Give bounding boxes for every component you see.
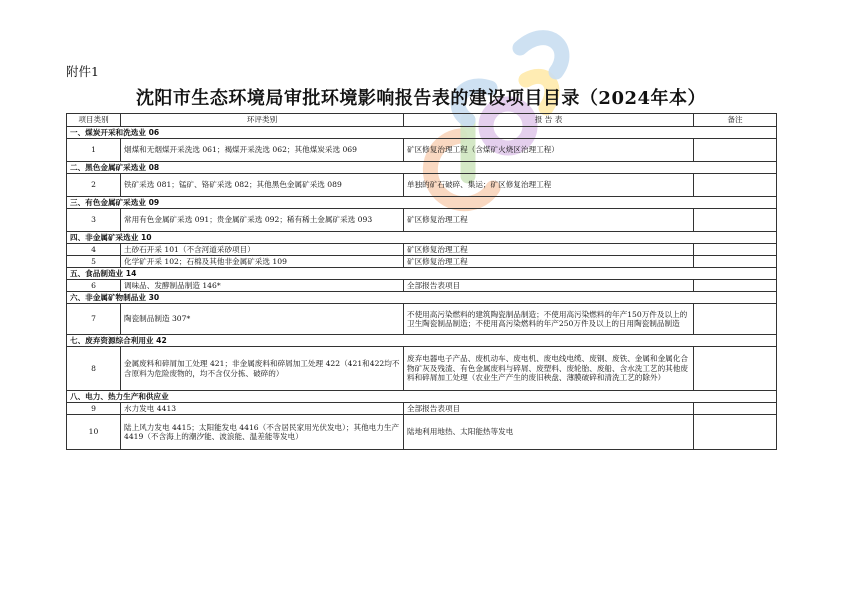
row-number: 10 — [67, 415, 121, 450]
section-title: 一、煤炭开采和洗选业 06 — [67, 127, 777, 139]
table-row — [67, 403, 777, 415]
row-note — [694, 256, 777, 268]
row-report: 矿区修复治理工程 — [404, 256, 694, 268]
section-row — [67, 391, 777, 403]
row-note — [694, 347, 777, 391]
row-note — [694, 244, 777, 256]
row-note — [694, 139, 777, 162]
row-number: 2 — [67, 174, 121, 197]
row-note — [694, 403, 777, 415]
row-category: 金属废料和碎屑加工处理 421；非金属废料和碎屑加工处理 422（421和422均不含原料为危险废物的，均不含仅分拣、破碎的） — [121, 347, 404, 391]
section-row — [67, 268, 777, 280]
row-category: 陆上风力发电 4415；太阳能发电 4416（不含居民家用光伏发电）；其他电力生产 4419（不含海上的潮汐能、波浪能、温差能等发电） — [121, 415, 404, 450]
table-row — [67, 244, 777, 256]
section-title: 五、食品制造业 14 — [67, 268, 777, 280]
row-number: 1 — [67, 139, 121, 162]
header-report-form: 报 告 表 — [404, 114, 694, 127]
row-category: 陶瓷制品制造 307* — [121, 304, 404, 335]
row-report: 不使用高污染燃料的建筑陶瓷制品制造；不使用高污染燃料的年产150万件及以上的卫生陶瓷制品制造；不使用高污染燃料的年产250万件及以上的日用陶瓷制品制造 — [404, 304, 694, 335]
table-row — [67, 304, 777, 335]
table-row — [67, 280, 777, 292]
header-note: 备注 — [694, 114, 777, 127]
row-note — [694, 304, 777, 335]
row-number: 8 — [67, 347, 121, 391]
section-title: 四、非金属矿采选业 10 — [67, 232, 777, 244]
row-note — [694, 280, 777, 292]
row-report: 矿区修复治理工程（含煤矿火烧区治理工程） — [404, 139, 694, 162]
row-category: 化学矿开采 102；石棉及其他非金属矿采选 109 — [121, 256, 404, 268]
row-report: 全部报告表项目 — [404, 280, 694, 292]
section-title: 七、废弃资源综合利用业 42 — [67, 335, 777, 347]
table-row — [67, 347, 777, 391]
row-category: 铁矿采选 081；锰矿、铬矿采选 082；其他黑色金属矿采选 089 — [121, 174, 404, 197]
section-row — [67, 127, 777, 139]
row-number: 9 — [67, 403, 121, 415]
header-project-category: 项目类别 — [67, 114, 121, 127]
row-number: 4 — [67, 244, 121, 256]
row-number: 3 — [67, 209, 121, 232]
table-row — [67, 139, 777, 162]
row-category: 土砂石开采 101（不含河道采砂项目） — [121, 244, 404, 256]
header-eia-category: 环评类别 — [121, 114, 404, 127]
row-report: 陆地利用地热、太阳能热等发电 — [404, 415, 694, 450]
row-note — [694, 209, 777, 232]
row-category: 调味品、发酵制品制造 146* — [121, 280, 404, 292]
row-report: 矿区修复治理工程 — [404, 244, 694, 256]
annex-label: 附件1 — [66, 64, 99, 79]
section-title: 八、电力、热力生产和供应业 — [67, 391, 777, 403]
section-row — [67, 335, 777, 347]
row-report: 单独的矿石破碎、集运；矿区修复治理工程 — [404, 174, 694, 197]
section-title: 三、有色金属矿采选业 09 — [67, 197, 777, 209]
row-report: 废弃电器电子产品、废机动车、废电机、废电线电缆、废钢、废铁、金属和金属化合物矿灰及残渣、有色金属废料与碎屑、废塑料、废轮胎、废船、含水洗工艺的其他废料和碎屑加工处理（农业生产产生的废旧秧盘、薄膜破碎和清洗工艺的除外） — [404, 347, 694, 391]
row-note — [694, 174, 777, 197]
table-row — [67, 256, 777, 268]
row-category: 烟煤和无烟煤开采洗选 061；褐煤开采洗选 062；其他煤炭采选 069 — [121, 139, 404, 162]
row-report: 矿区修复治理工程 — [404, 209, 694, 232]
section-title: 六、非金属矿物制品业 30 — [67, 292, 777, 304]
table-row — [67, 209, 777, 232]
project-catalog-table — [66, 113, 777, 450]
section-title: 二、黑色金属矿采选业 08 — [67, 162, 777, 174]
page-title: 沈阳市生态环境局审批环境影响报告表的建设项目目录（2024年本） — [135, 88, 707, 109]
row-note — [694, 415, 777, 450]
row-number: 5 — [67, 256, 121, 268]
row-report: 全部报告表项目 — [404, 403, 694, 415]
row-number: 6 — [67, 280, 121, 292]
row-number: 7 — [67, 304, 121, 335]
table-header-row — [67, 114, 777, 127]
section-row — [67, 197, 777, 209]
row-category: 水力发电 4413 — [121, 403, 404, 415]
section-row — [67, 162, 777, 174]
section-row — [67, 292, 777, 304]
table-row — [67, 174, 777, 197]
table-row — [67, 415, 777, 450]
section-row — [67, 232, 777, 244]
row-category: 常用有色金属矿采选 091；贵金属矿采选 092；稀有稀土金属矿采选 093 — [121, 209, 404, 232]
